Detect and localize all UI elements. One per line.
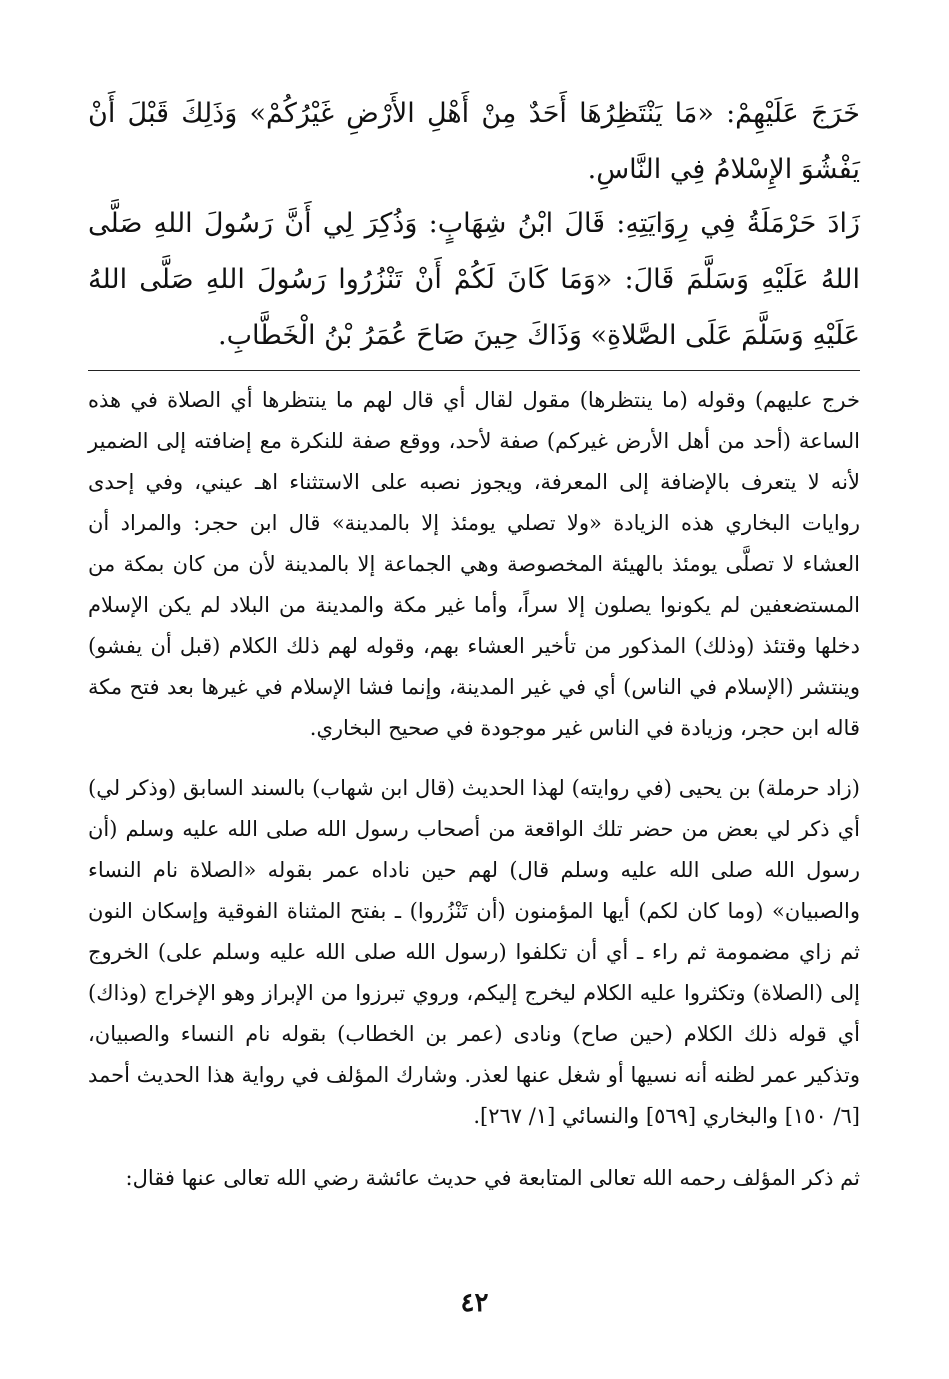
commentary-paragraph-2: (زاد حرملة) بن يحيى (في روايته) لهذا الحديث (قال ابن شهاب) بالسند السابق (وذكر لي) أي ذكر لي بعض من حضر تلك الواقعة من أصحاب رسول الله صلى الله عليه وسلم (أن رسول الله صلى الله عليه وسلم قال) لهم حين ناداه عمر بقوله «الصلاة نام النساء والصبيان» (وما كان لكم) أيها المؤمنون (أن تَنْزُروا) ـ بفتح المثناة الفوقية وإسكان النون ثم زاي مضمومة ثم راء ـ أي أن تكلفوا (رسول الله صلى الله عليه وسلم على) الخروج إلى (الصلاة) وتكثروا عليه الكلام ليخرج إليكم، وروي تبرزوا من الإبراز وهو الإخراج (وذاك) أي قوله ذلك الكلام (حين صاح) ونادى (عمر بن الخطاب) بقوله نام النساء والصبيان، وتذكير عمر لظنه أنه نسيها أو شغل عنها لعذر. وشارك المؤلف في رواية هذا الحديث أحمد [٦/ ١٥٠] والبخاري [٥٦٩] والنسائي [١/ ٢٦٧]. bbox=[88, 776, 860, 1128]
hadith-paragraph-2: زَادَ حَرْمَلَةُ فِي رِوَايَتِهِ: قَالَ ابْنُ شِهَابٍ: وَذُكِرَ لِي أَنَّ رَسُولَ اللهِ صَلَّى اللهُ عَلَيْهِ وَسَلَّمَ قَالَ: «وَمَا كَانَ لَكُمْ أَنْ تَنْزُرُوا رَسُولَ اللهِ صَلَّى اللهُ عَلَيْهِ وَسَلَّمَ عَلَى الصَّلاةِ» وَذَاكَ حِينَ صَاحَ عُمَرُ بْنُ الْخَطَّابِ. bbox=[88, 208, 860, 351]
footnote-divider bbox=[88, 370, 860, 371]
commentary-paragraph-3: ثم ذكر المؤلف رحمه الله تعالى المتابعة في حديث عائشة رضي الله تعالى عنها فقال: bbox=[125, 1166, 860, 1190]
commentary-paragraph-1: خرج عليهم) وقوله (ما ينتظرها) مقول لقال أي قال لهم ما ينتظرها أي الصلاة في هذه الساعة (أحد من أهل الأرض غيركم) صفة لأحد، ووقع صفة للنكرة مع إضافته إلى الضمير لأنه لا يتعرف بالإضافة إلى المعرفة، ويجوز نصبه على الاستثناء اهـ عيني، وفي إحدى روايات البخاري هذه الزيادة «ولا تصلي يومئذ إلا بالمدينة» قال ابن حجر: والمراد أن العشاء لا تصلَّى يومئذ بالهيئة المخصوصة وهي الجماعة إلا بالمدينة لأن من كان بمكة من المستضعفين لم يكونوا يصلون إلا سراً، وأما غير مكة والمدينة من البلاد لم يكن الإسلام دخلها وقتئذ (وذلك) المذكور من تأخير العشاء بهم، وقوله لهم ذلك الكلام (قبل أن يفشو) وينتشر (الإسلام في الناس) أي في غير المدينة، وإنما فشا الإسلام في غيرها بعد فتح مكة قاله ابن حجر، وزيادة في الناس غير موجودة في صحيح البخاري. bbox=[88, 388, 860, 740]
page-number: ٤٢ bbox=[460, 1288, 489, 1318]
hadith-paragraph-1: خَرَجَ عَلَيْهِمْ: «مَا يَنْتَظِرُهَا أَحَدٌ مِنْ أَهْلِ الأَرْضِ غَيْرُكُمْ» وَذَلِكَ قَبْلَ أَنْ يَفْشُوَ الإِسْلامُ فِي النَّاسِ. bbox=[88, 98, 860, 185]
